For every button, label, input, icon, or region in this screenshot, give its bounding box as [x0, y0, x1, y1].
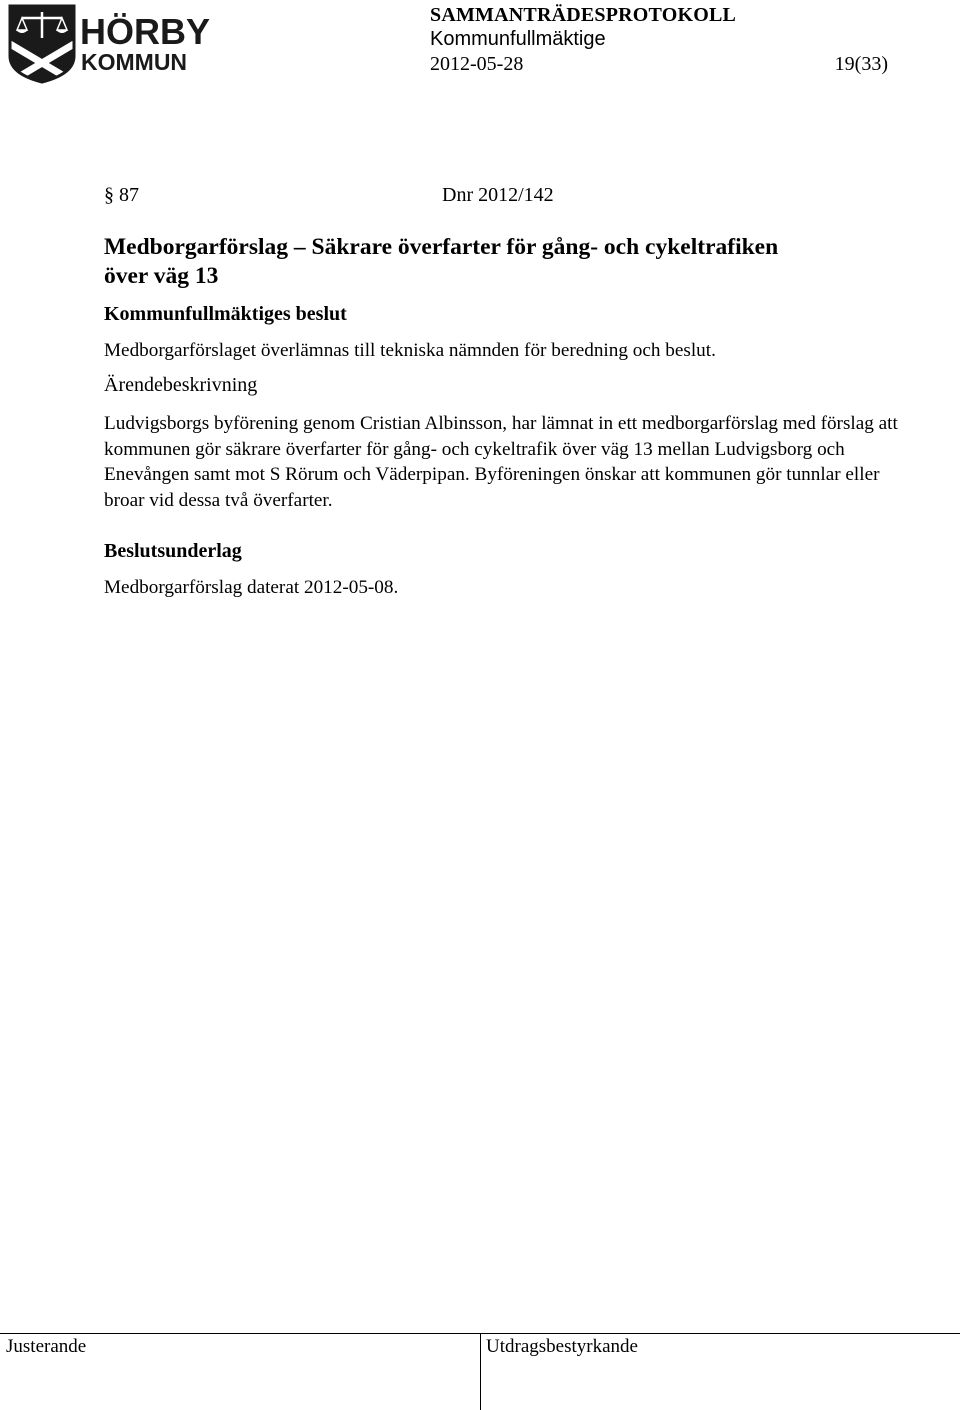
page-number: 19(33): [834, 53, 888, 75]
decision-text: Medborgarförslaget överlämnas till tekniska nämnden för beredning och beslut.: [104, 340, 716, 361]
item-title-line-2: över väg 13: [104, 263, 219, 289]
footer-column-divider: [480, 1333, 481, 1410]
footer-signer-label: Justerande: [6, 1336, 87, 1357]
logo-sub: KOMMUN: [81, 49, 188, 75]
document-type: SAMMANTRÄDESPROTOKOLL: [430, 4, 737, 26]
item-title-line-1: Medborgarförslag – Säkrare överfarter för gång- och cykeltrafiken: [104, 234, 779, 260]
footer-certification-label: Utdragsbestyrkande: [486, 1336, 638, 1357]
description-text: Ludvigsborgs byförening genom Cristian Albinsson, har lämnat in ett medborgarförslag med förslag att kommunen gör säkrare överfarter för gång- och cykeltrafik över väg 13 mellan Ludvigsborg och Enevången samt mot S Rörum och Väderpipan. Byföreningen önskar att kommunen gör tunnlar eller broar vid dessa två överfarter.: [104, 413, 898, 511]
decision-heading: Kommunfullmäktiges beslut: [104, 303, 347, 325]
logo-name: HÖRBY: [80, 11, 211, 52]
section-number: § 87: [104, 184, 139, 206]
meeting-date: 2012-05-28: [430, 53, 524, 75]
item-title: [104, 233, 884, 291]
basis-heading: Beslutsunderlag: [104, 540, 242, 562]
description-heading: Ärendebeskrivning: [104, 374, 258, 396]
assembly-name: Kommunfullmäktige: [430, 28, 606, 50]
horby-coat-of-arms-icon: [8, 4, 211, 84]
municipality-logo: [8, 4, 211, 84]
basis-text: Medborgarförslag daterat 2012-05-08.: [104, 577, 399, 598]
registration-number: Dnr 2012/142: [442, 184, 554, 206]
